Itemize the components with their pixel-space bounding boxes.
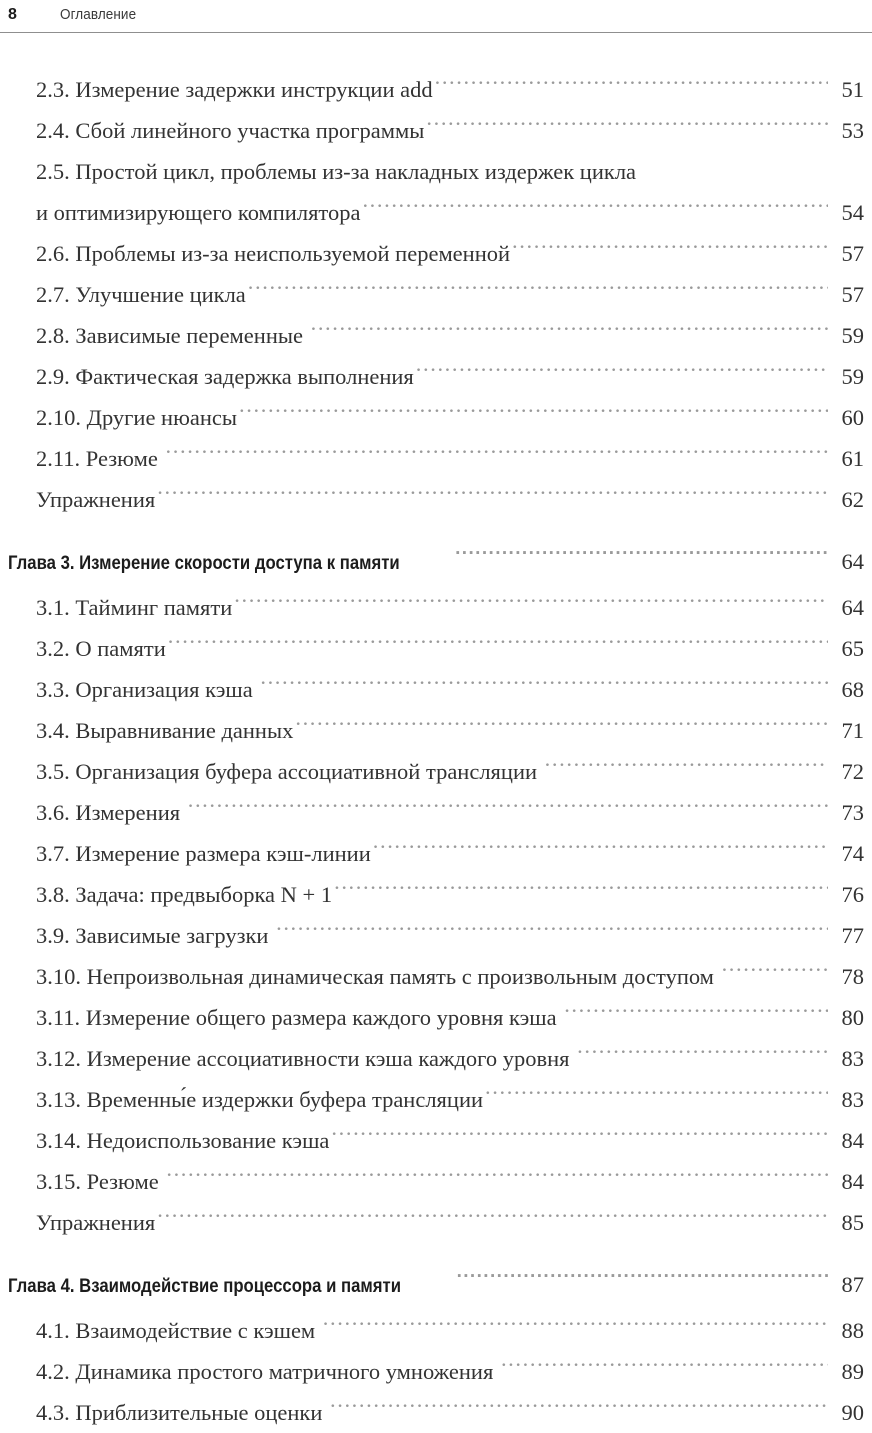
toc-entry-label: 2.7. Улучшение цикла: [36, 282, 246, 307]
toc-entry-label: 3.3. Организация кэша: [36, 677, 259, 702]
toc-section-entry[interactable]: [8, 274, 864, 315]
toc-section-entry[interactable]: [8, 1310, 864, 1351]
toc-entry-page-number: 62: [841, 487, 864, 512]
leader-dots: [248, 280, 828, 303]
leader-dots: [330, 1398, 828, 1421]
leader-dots: [331, 1126, 828, 1149]
toc-entry-page-number: 71: [841, 718, 864, 743]
leader-dots: [166, 444, 828, 467]
toc-section-entry[interactable]: [8, 1038, 864, 1079]
toc-section-entry[interactable]: [8, 1392, 864, 1433]
toc-section-entry[interactable]: [8, 997, 864, 1038]
page-folio: 8: [8, 6, 18, 23]
toc-entry-label: 2.8. Зависимые переменные: [36, 323, 309, 348]
toc-entry-page-number: 68: [841, 677, 864, 702]
toc-section-entry[interactable]: [8, 710, 864, 751]
leader-dots: [545, 757, 828, 780]
leader-dots: [168, 634, 828, 657]
toc-entry-label: 2.4. Сбой линейного участка программы: [36, 118, 425, 143]
toc-entry-page-number: 77: [841, 923, 864, 948]
toc-entry-page-number: 72: [841, 759, 864, 784]
header-divider: [0, 32, 872, 33]
toc-entry-label: Упражнения: [36, 1210, 156, 1235]
leader-dots: [485, 1085, 828, 1108]
toc-entry-page-number: 59: [841, 364, 864, 389]
toc-entry-label-continued: и оптимизирующего компилятора: [36, 200, 361, 225]
toc-chapter-entry[interactable]: [8, 1265, 864, 1307]
toc-entry-page-number: 89: [841, 1359, 864, 1384]
leader-dots: [334, 880, 828, 903]
running-title: Оглавление: [60, 6, 137, 23]
spacer: [8, 1243, 864, 1265]
toc-entry-label: Упражнения: [36, 487, 156, 512]
toc-section-entry[interactable]: [8, 587, 864, 628]
toc-entry-page-number: 88: [841, 1318, 864, 1343]
toc-section-entry[interactable]: [8, 1351, 864, 1392]
leader-dots: [311, 321, 828, 344]
leader-dots: [157, 485, 828, 508]
toc-entry-label: 3.4. Выравнивание данных: [36, 718, 294, 743]
toc-entry-page-number: 59: [841, 323, 864, 348]
leader-dots: [362, 198, 828, 221]
toc-section-entry[interactable]: [8, 315, 864, 356]
toc-section-entry[interactable]: [8, 956, 864, 997]
running-head: [0, 0, 872, 28]
leader-dots: [234, 593, 828, 616]
toc-chapter-entry[interactable]: [8, 542, 864, 584]
toc-section-entry[interactable]: [8, 874, 864, 915]
toc-section-entry[interactable]: [8, 397, 864, 438]
toc-entry-page-number: 57: [841, 241, 864, 266]
leader-dots: [512, 239, 828, 262]
toc-section-entry[interactable]: [8, 479, 864, 520]
toc-section-entry[interactable]: [8, 438, 864, 479]
toc-section-entry[interactable]: [8, 151, 864, 233]
toc-entry-label: 2.9. Фактическая задержка выполнения: [36, 364, 414, 389]
toc-entry-label: 2.11. Резюме: [36, 446, 164, 471]
leader-dots: [426, 116, 828, 139]
toc-entry-page-number: 53: [841, 118, 864, 143]
toc-entry-label: 3.6. Измерения: [36, 800, 186, 825]
toc-section-entry[interactable]: [8, 833, 864, 874]
toc-section-entry[interactable]: [8, 1161, 864, 1202]
toc-entry-label: 4.3. Приблизительные оценки: [36, 1400, 328, 1425]
leader-dots: [295, 716, 828, 739]
toc-section-entry[interactable]: [8, 669, 864, 710]
toc-entry-page-number: 51: [841, 77, 864, 102]
toc-entry-label: 3.14. Недоиспользование кэша: [36, 1128, 330, 1153]
toc-entry-label: 3.15. Резюме: [36, 1169, 165, 1194]
toc-section-entry[interactable]: [8, 1079, 864, 1120]
toc-entry-page-number: 64: [841, 549, 864, 574]
toc-entry-label: 4.1. Взаимодействие с кэшем: [36, 1318, 321, 1343]
toc-entry-label: 3.5. Организация буфера ассоциативной трансляции: [36, 759, 543, 784]
leader-dots: [457, 1273, 828, 1292]
leader-dots: [239, 403, 828, 426]
toc-section-entry[interactable]: [8, 356, 864, 397]
leader-dots: [416, 362, 828, 385]
toc-entry-page-number: 76: [841, 882, 864, 907]
toc-entry-page-number: 87: [841, 1272, 864, 1297]
toc-entry-label: Глава 3. Измерение скорости доступа к памяти: [8, 553, 400, 574]
toc-entry-page-number: 60: [841, 405, 864, 430]
toc-entry-label: 3.11. Измерение общего размера каждого уровня кэша: [36, 1005, 563, 1030]
toc-entry-label: 3.10. Непроизвольная динамическая память с произвольным доступом: [36, 964, 720, 989]
leader-dots: [188, 798, 828, 821]
leader-dots: [577, 1044, 828, 1067]
toc-entry-page-number: 74: [841, 841, 864, 866]
toc-entry-label: 2.6. Проблемы из-за неиспользуемой переменной: [36, 241, 511, 266]
toc-entry-page-number: 84: [841, 1128, 864, 1153]
leader-dots: [722, 962, 828, 985]
toc-entry-page-number: 78: [841, 964, 864, 989]
toc-entry-label: 3.2. О памяти: [36, 636, 166, 661]
toc-section-entry[interactable]: [8, 751, 864, 792]
toc-section-entry[interactable]: [8, 915, 864, 956]
toc-entry-page-number: 65: [841, 636, 864, 661]
toc-entry-label: 4.2. Динамика простого матричного умножения: [36, 1359, 499, 1384]
toc-entry-page-number: 64: [841, 595, 864, 620]
toc-entry-page-number: 84: [841, 1169, 864, 1194]
toc-entry-page-number: 54: [841, 200, 864, 225]
toc-entry-page-number: 80: [841, 1005, 864, 1030]
toc-entry-page-number: 57: [841, 282, 864, 307]
toc-entry-page-number: 90: [841, 1400, 864, 1425]
toc-section-entry[interactable]: [8, 792, 864, 833]
toc-section-entry[interactable]: [8, 110, 864, 151]
toc-entry-label: 3.9. Зависимые загрузки: [36, 923, 275, 948]
toc-entry-label: 3.8. Задача: предвыборка N + 1: [36, 882, 333, 907]
toc-entry-page-number: 61: [841, 446, 864, 471]
toc-section-entry[interactable]: [8, 1120, 864, 1161]
leader-dots: [455, 550, 828, 569]
toc-section-entry[interactable]: [8, 233, 864, 274]
toc-entry-label: Глава 4. Взаимодействие процессора и памяти: [8, 1276, 401, 1297]
table-of-contents: [0, 69, 872, 1433]
spacer: [8, 520, 864, 542]
leader-dots: [166, 1167, 828, 1190]
leader-dots: [323, 1316, 828, 1339]
leader-dots: [564, 1003, 828, 1026]
toc-section-entry[interactable]: [8, 628, 864, 669]
leader-dots: [373, 839, 828, 862]
toc-entry-label: 3.1. Тайминг памяти: [36, 595, 233, 620]
toc-entry-label: 3.12. Измерение ассоциативности кэша каждого уровня: [36, 1046, 576, 1071]
leader-dots: [276, 921, 828, 944]
leader-dots: [501, 1357, 828, 1380]
leader-dots: [435, 75, 828, 98]
toc-entry-label: 2.3. Измерение задержки инструкции add: [36, 77, 433, 102]
leader-dots: [157, 1208, 828, 1231]
toc-entry-label: 2.5. Простой цикл, проблемы из-за накладных издержек цикла: [36, 159, 637, 184]
toc-entry-page-number: 85: [841, 1210, 864, 1235]
toc-entry-label: 3.7. Измерение размера кэш-линии: [36, 841, 371, 866]
toc-entry-page-number: 73: [841, 800, 864, 825]
toc-section-entry[interactable]: [8, 69, 864, 110]
toc-entry-page-number: 83: [841, 1046, 864, 1071]
toc-section-entry[interactable]: [8, 1202, 864, 1243]
toc-entry-label: 3.13. Временны́е издержки буфера трансляции: [36, 1087, 484, 1112]
leader-dots: [260, 675, 828, 698]
toc-entry-page-number: 83: [841, 1087, 864, 1112]
toc-entry-label: 2.10. Другие нюансы: [36, 405, 238, 430]
